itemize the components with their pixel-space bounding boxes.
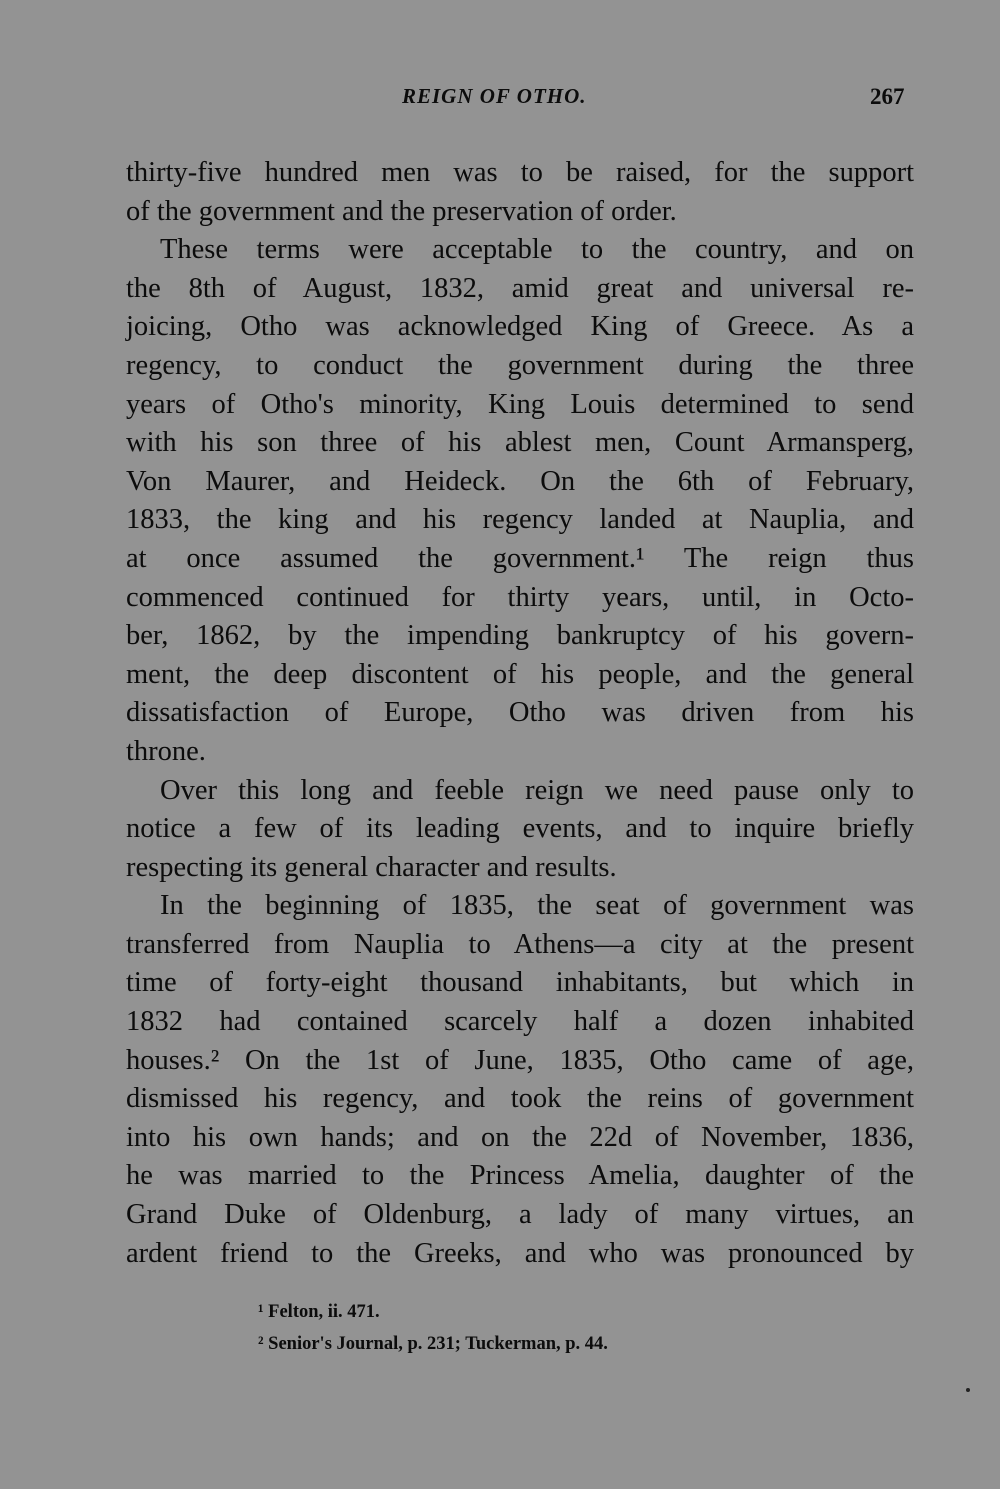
text-line: dismissed his regency, and took the reins of government bbox=[126, 1083, 914, 1115]
text-line: thirty-five hundred men was to be raised, for the support bbox=[126, 157, 914, 188]
text-line: the 8th of August, 1832, amid great and universal re- bbox=[126, 272, 914, 304]
text-line: commenced continued for thirty years, until, in Octo- bbox=[126, 581, 914, 613]
text-line: Over this long and feeble reign we need pause only to bbox=[160, 774, 914, 806]
running-head-title: REIGN OF OTHO. bbox=[402, 84, 587, 108]
text-line: respecting its general character and results. bbox=[126, 851, 617, 883]
text-line: throne. bbox=[126, 735, 206, 767]
text-line: ment, the deep discontent of his people, and the general bbox=[126, 658, 914, 690]
text-line: at once assumed the government.¹ The reign thus bbox=[126, 542, 914, 574]
text-line: In the beginning of 1835, the seat of government was bbox=[160, 890, 914, 922]
text-line: regency, to conduct the government during the three bbox=[126, 349, 914, 381]
text-line: into his own hands; and on the 22d of November, 1836, bbox=[126, 1121, 914, 1153]
text-line: notice a few of its leading events, and to inquire briefly bbox=[126, 813, 914, 845]
text-line: years of Otho's minority, King Louis determined to send bbox=[126, 388, 914, 420]
text-line: ardent friend to the Greeks, and who was pronounced by bbox=[126, 1237, 914, 1269]
text-line: time of forty-eight thousand inhabitants, but which in bbox=[126, 967, 914, 999]
text-line: houses.² On the 1st of June, 1835, Otho came of age, bbox=[126, 1044, 914, 1076]
text-line: Grand Duke of Oldenburg, a lady of many virtues, an bbox=[126, 1199, 914, 1231]
text-line: joicing, Otho was acknowledged King of Greece. As a bbox=[126, 311, 914, 343]
footnote: ² Senior's Journal, p. 231; Tuckerman, p. 44. bbox=[258, 1334, 608, 1354]
text-line: These terms were acceptable to the country, and on bbox=[160, 234, 914, 266]
page-number: 267 bbox=[870, 84, 905, 109]
text-line: ber, 1862, by the impending bankruptcy of his govern- bbox=[126, 620, 914, 652]
running-head bbox=[0, 76, 1000, 116]
text-line: Von Maurer, and Heideck. On the 6th of February, bbox=[126, 465, 914, 497]
text-line: dissatisfaction of Europe, Otho was driven from his bbox=[126, 697, 914, 729]
footnote: ¹ Felton, ii. 471. bbox=[258, 1302, 380, 1322]
text-line: he was married to the Princess Amelia, daughter of the bbox=[126, 1160, 914, 1192]
ink-speck bbox=[966, 1388, 970, 1392]
text-line: transferred from Nauplia to Athens—a city at the present bbox=[126, 928, 914, 960]
text-line: with his son three of his ablest men, Count Armansperg, bbox=[126, 427, 914, 459]
text-line: 1833, the king and his regency landed at Nauplia, and bbox=[126, 504, 914, 536]
body-text bbox=[126, 154, 914, 1273]
text-line: of the government and the preservation of order. bbox=[126, 195, 677, 227]
text-line: 1832 had contained scarcely half a dozen inhabited bbox=[126, 1006, 914, 1038]
footnotes bbox=[258, 1296, 818, 1360]
